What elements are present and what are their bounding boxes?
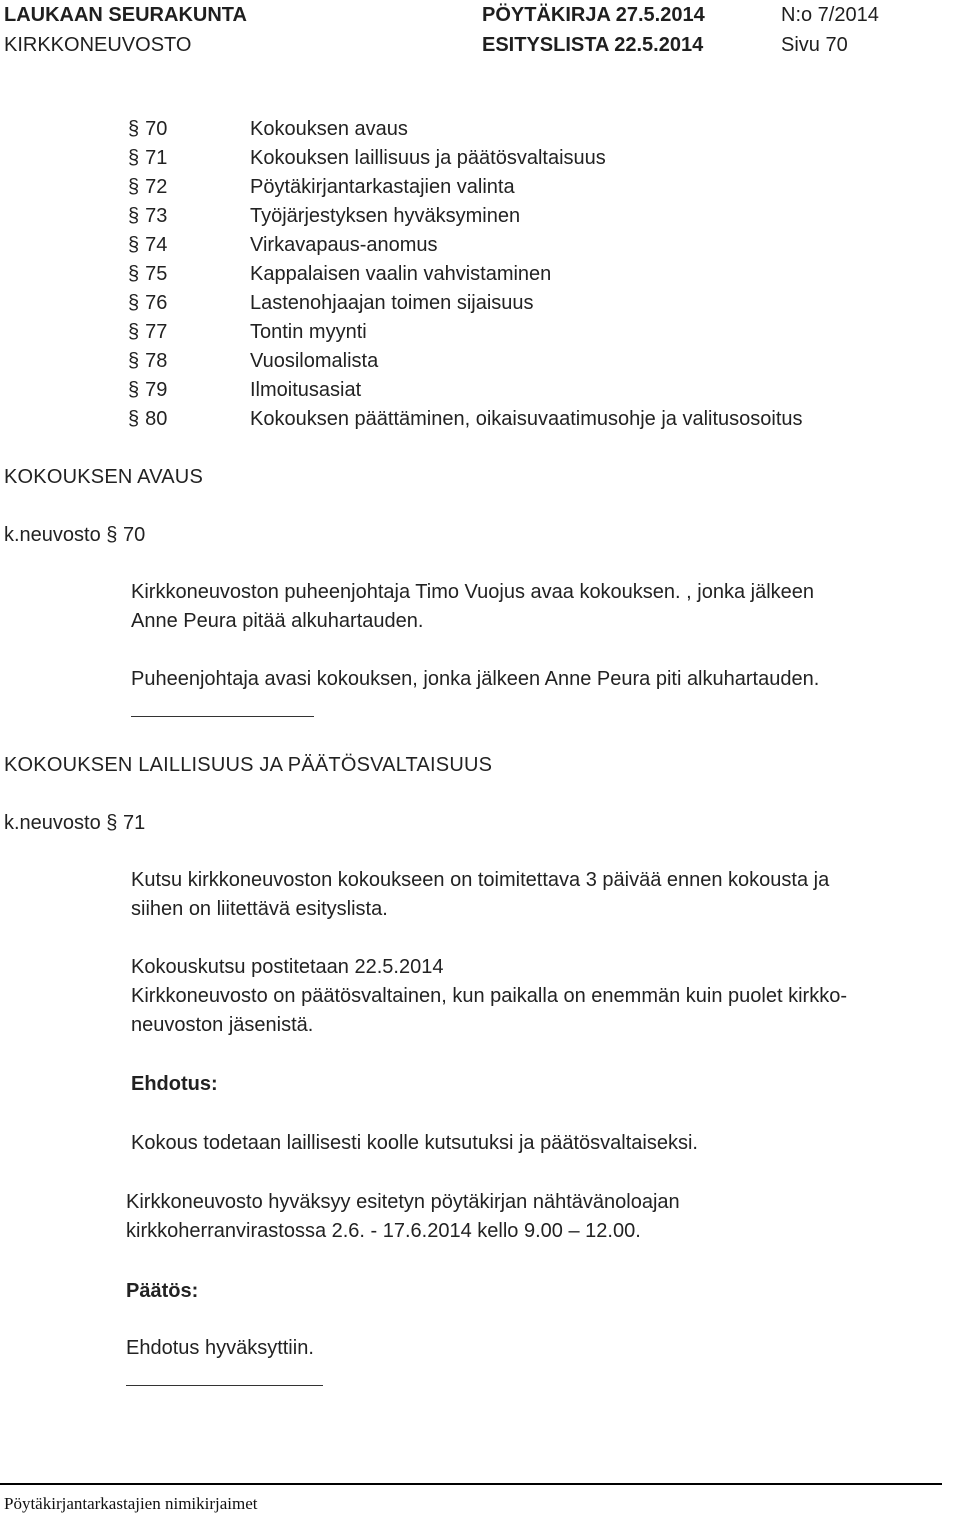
agenda-item <box>128 205 520 233</box>
agenda-item-number: 79 <box>145 379 168 401</box>
agenda-item-number: 75 <box>145 263 168 285</box>
quorum-text-line2: neuvoston jäsenistä. <box>131 1014 314 1036</box>
quorum-text-line1: Kirkkoneuvosto on päätösvaltainen, kun paikalla on enemmän kuin puolet kirkko- <box>131 985 847 1007</box>
agenda-item-number: 74 <box>145 234 168 256</box>
section-symbol: § <box>128 263 140 285</box>
agenda-item-title: Kokouksen avaus <box>250 118 408 140</box>
section-symbol: § <box>128 292 140 314</box>
agenda-item-number: 73 <box>145 205 168 227</box>
agenda-item <box>128 408 803 436</box>
agenda-item <box>128 379 361 407</box>
agenda-item-title: Kappalaisen vaalin vahvistaminen <box>250 263 552 285</box>
agenda-item-number: 70 <box>145 118 168 140</box>
decision-label: Päätös: <box>126 1280 199 1302</box>
agenda-item <box>128 292 534 320</box>
agenda-item-title: Lastenohjaajan toimen sijaisuus <box>250 292 534 314</box>
section-divider <box>131 716 314 717</box>
footer-rule <box>0 1483 942 1485</box>
agenda-item-number: 78 <box>145 350 168 372</box>
agenda-item-title: Työjärjestyksen hyväksyminen <box>250 205 521 227</box>
agenda-item-title: Ilmoitusasiat <box>250 379 362 401</box>
agenda-item-title: Tontin myynti <box>250 321 367 343</box>
proposal-label: Ehdotus: <box>131 1073 218 1095</box>
section-symbol: § <box>128 408 140 430</box>
agenda-item <box>128 350 378 378</box>
section-70-reference: k.neuvosto § 70 <box>4 524 146 546</box>
mailing-date-text: Kokouskutsu postitetaan 22.5.2014 <box>131 956 444 978</box>
agenda-item-title: Pöytäkirjantarkastajien valinta <box>250 176 515 198</box>
section-symbol: § <box>128 234 140 256</box>
agenda-item <box>128 147 606 175</box>
minutes-date: PÖYTÄKIRJA 27.5.2014 <box>482 4 705 26</box>
section-divider <box>126 1385 323 1386</box>
organization-name: LAUKAAN SEURAKUNTA <box>4 4 247 26</box>
agenda-item <box>128 321 367 349</box>
minutes-display-text-line2: kirkkoherranvirastossa 2.6. - 17.6.2014 kello 9.00 – 12.00. <box>126 1220 641 1242</box>
agenda-item-title: Virkavapaus-anomus <box>250 234 438 256</box>
agenda-item-number: 72 <box>145 176 168 198</box>
agenda-item-number: 76 <box>145 292 168 314</box>
agenda-item <box>128 234 438 262</box>
section-symbol: § <box>128 147 140 169</box>
agenda-item-title: Kokouksen laillisuus ja päätösvaltaisuus <box>250 147 606 169</box>
invitation-text-line1: Kutsu kirkkoneuvoston kokoukseen on toimitettava 3 päivää ennen kokousta ja <box>131 869 830 891</box>
section-71-heading: KOKOUKSEN LAILLISUUS JA PÄÄTÖSVALTAISUUS <box>4 754 493 776</box>
section-symbol: § <box>128 321 140 343</box>
board-name: KIRKKONEUVOSTO <box>4 34 192 56</box>
proposal-text: Kokous todetaan laillisesti koolle kutsutuksi ja päätösvaltaiseksi. <box>131 1132 698 1154</box>
agenda-item-title: Vuosilomalista <box>250 350 379 372</box>
section-symbol: § <box>128 176 140 198</box>
agenda-date: ESITYSLISTA 22.5.2014 <box>482 34 704 56</box>
agenda-item-title: Kokouksen päättäminen, oikaisuvaatimusohje ja valitusosoitus <box>250 408 803 430</box>
minutes-display-text-line1: Kirkkoneuvosto hyväksyy esitetyn pöytäkirjan nähtävänoloajan <box>126 1191 680 1213</box>
page-header <box>0 0 960 62</box>
section-70-proposal-line2: Anne Peura pitää alkuhartauden. <box>131 610 424 632</box>
section-70-heading: KOKOUKSEN AVAUS <box>4 466 203 488</box>
section-71-reference: k.neuvosto § 71 <box>4 812 146 834</box>
agenda-item-number: 77 <box>145 321 168 343</box>
section-symbol: § <box>128 350 140 372</box>
agenda-item <box>128 263 551 291</box>
agenda-item-number: 71 <box>145 147 168 169</box>
document-number: N:o 7/2014 <box>781 4 879 26</box>
page-number: Sivu 70 <box>781 34 848 56</box>
agenda-item-number: 80 <box>145 408 168 430</box>
section-symbol: § <box>128 205 140 227</box>
section-70-proposal-line1: Kirkkoneuvoston puheenjohtaja Timo Vuojus avaa kokouksen. , jonka jälkeen <box>131 581 815 603</box>
section-symbol: § <box>128 379 140 401</box>
footer-initials-label: Pöytäkirjantarkastajien nimikirjaimet <box>4 1494 258 1513</box>
invitation-text-line2: siihen on liitettävä esityslista. <box>131 898 388 920</box>
section-symbol: § <box>128 118 140 140</box>
decision-text: Ehdotus hyväksyttiin. <box>126 1337 314 1359</box>
agenda-item <box>128 176 515 204</box>
section-70-decision: Puheenjohtaja avasi kokouksen, jonka jälkeen Anne Peura piti alkuhartauden. <box>131 668 820 690</box>
agenda-item <box>128 118 408 146</box>
